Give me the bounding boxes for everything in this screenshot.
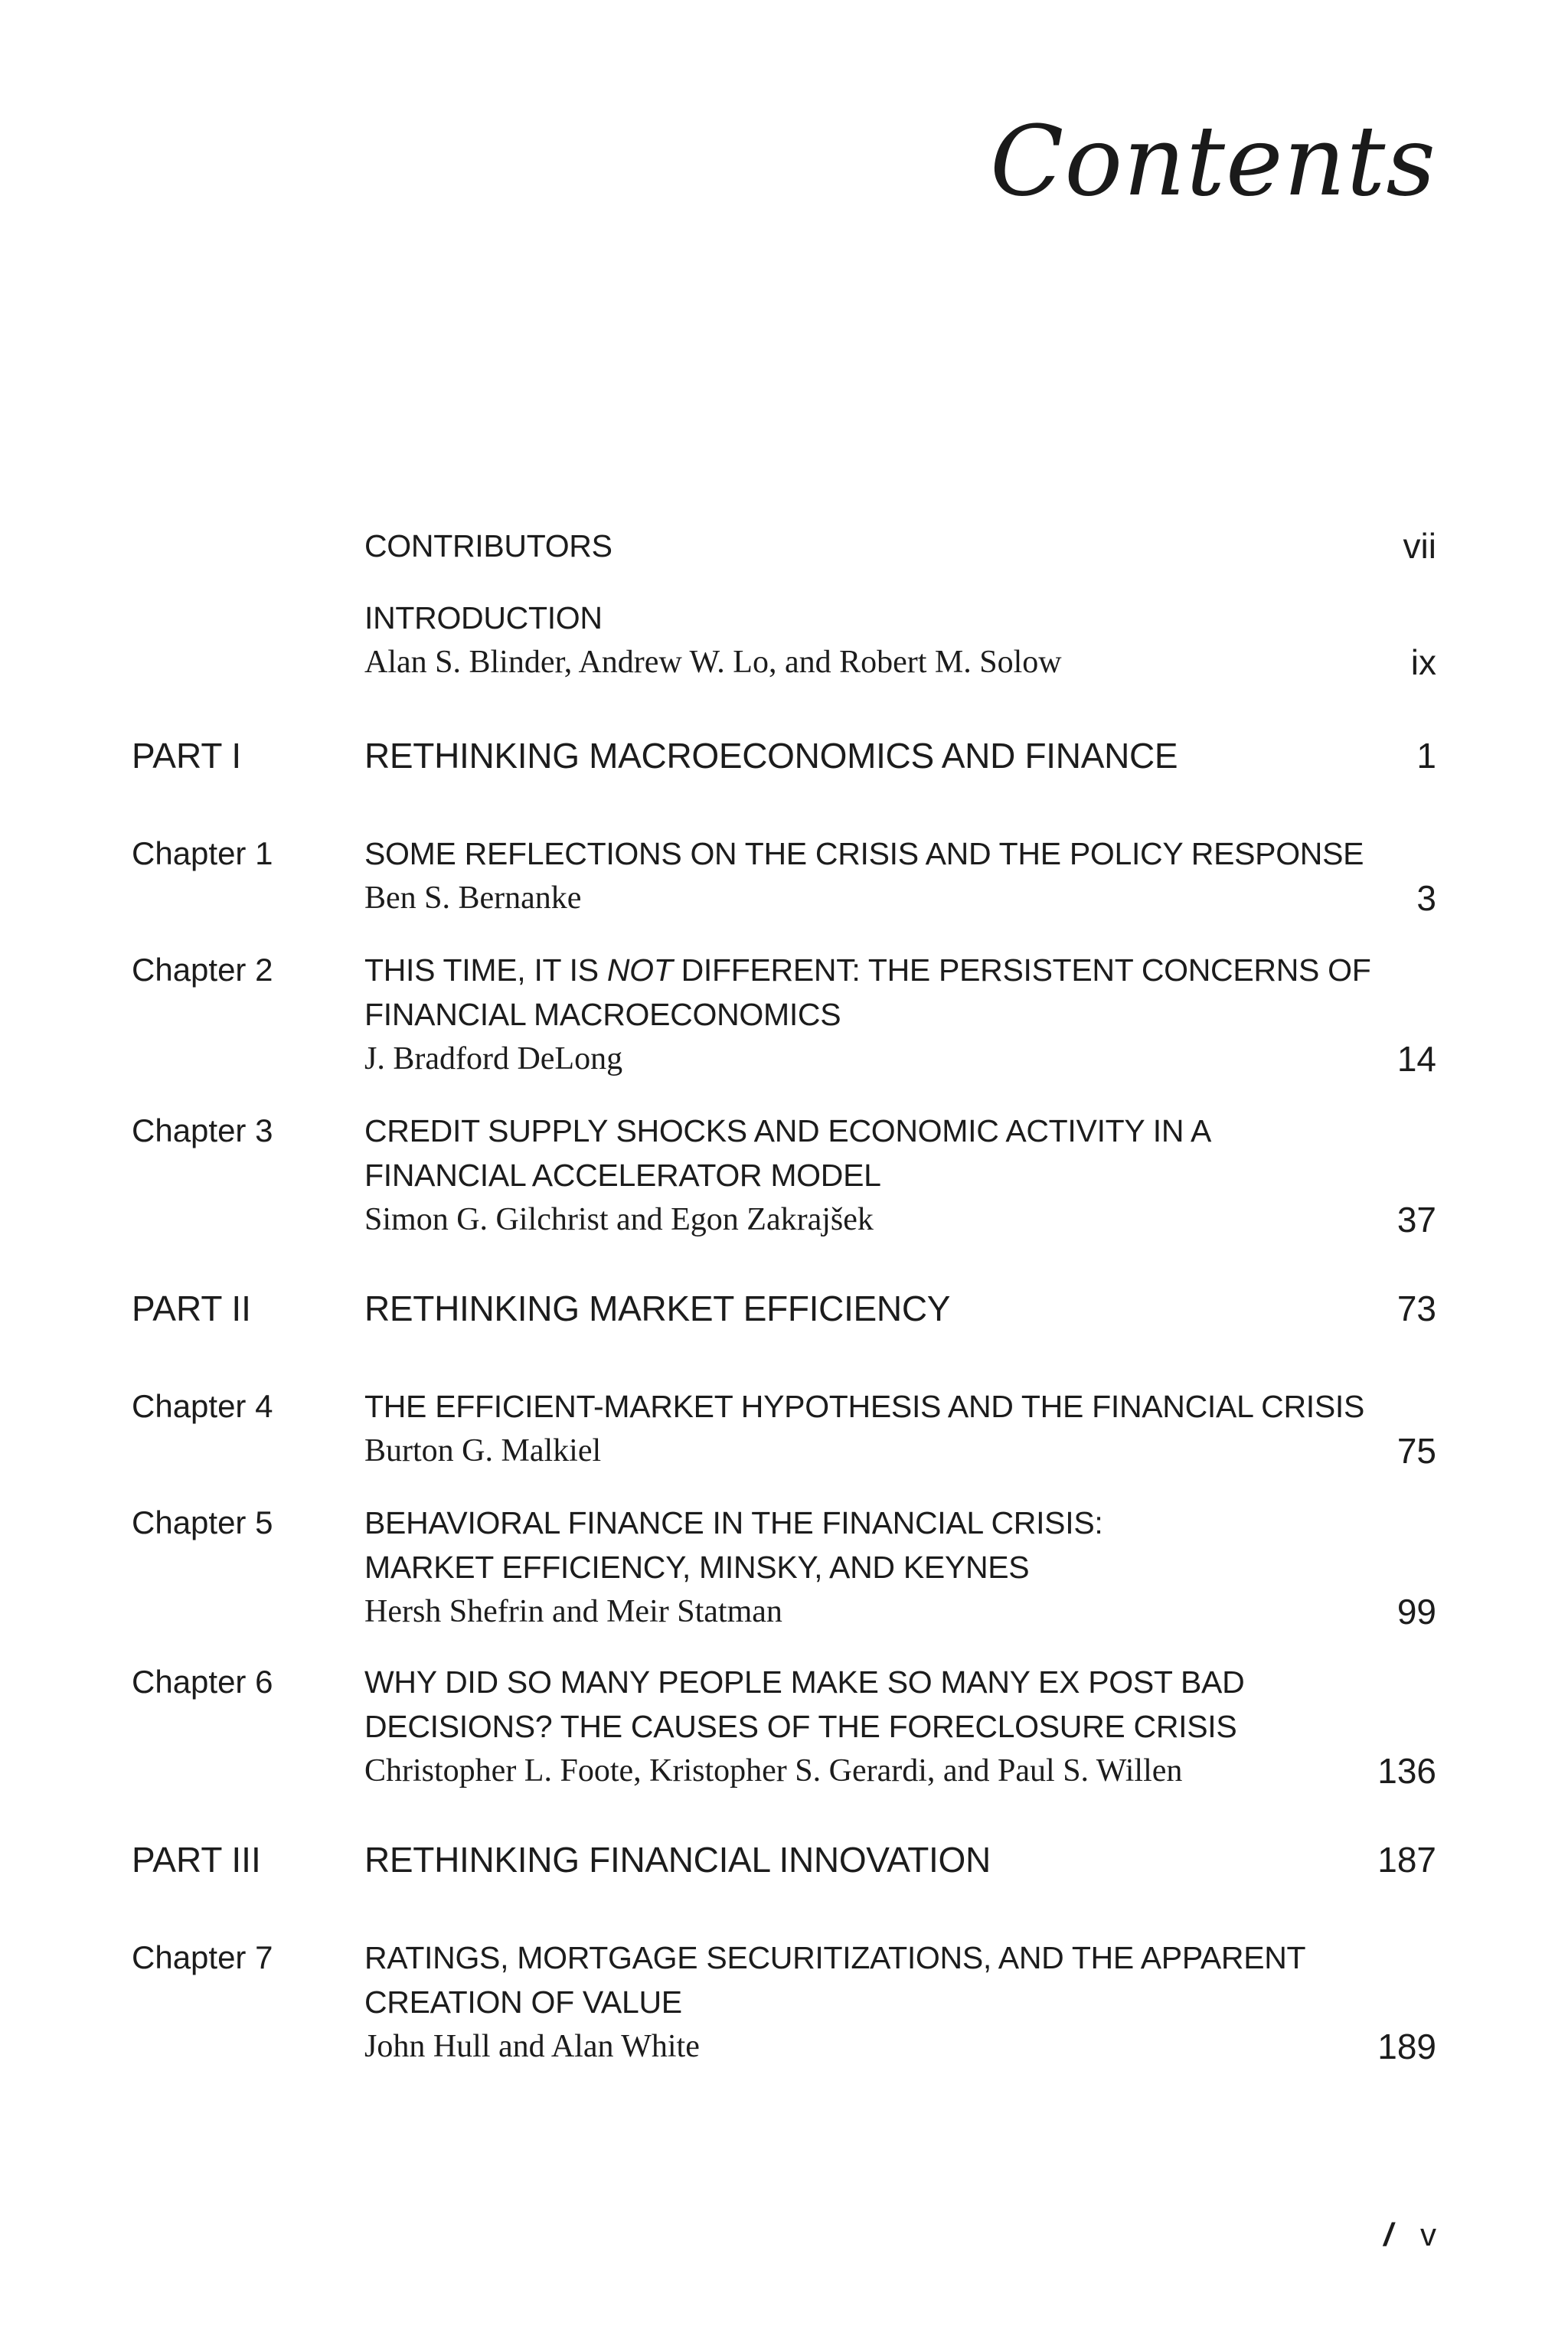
title-text: THIS TIME, IT IS	[364, 952, 607, 988]
chapter-title-line: SOME REFLECTIONS ON THE CRISIS AND THE POLICY RESPONSE	[364, 836, 1364, 871]
chapter-label: Chapter 6	[132, 1664, 273, 1700]
part-title: RETHINKING FINANCIAL INNOVATION	[364, 1840, 991, 1880]
entry-page-number: 37	[1396, 1200, 1436, 1240]
entry-page-number: vii	[1403, 526, 1436, 566]
entry-author: Alan S. Blinder, Andrew W. Lo, and Robert M. Solow	[364, 645, 1062, 680]
title-text: DIFFERENT: THE PERSISTENT CONCERNS OF	[672, 952, 1371, 988]
chapter-label: Chapter 7	[132, 1939, 273, 1975]
page-title: Contents	[989, 105, 1436, 217]
chapter-label: Chapter 5	[132, 1504, 273, 1540]
entry-page-number: 73	[1396, 1289, 1436, 1328]
entry-page-number: 99	[1396, 1592, 1436, 1632]
chapter-title	[364, 831, 1364, 876]
entry-page-number: 187	[1377, 1840, 1436, 1880]
entry-page-number: 3	[1416, 878, 1436, 918]
entry-page-number: 189	[1377, 2027, 1436, 2066]
entry-page-number: ix	[1410, 642, 1436, 682]
chapter-title	[364, 1501, 1102, 1589]
entry-heading: INTRODUCTION	[364, 600, 603, 635]
chapter-title-line: CREDIT SUPPLY SHOCKS AND ECONOMIC ACTIVITY IN A	[364, 1113, 1212, 1148]
chapter-title-line	[364, 948, 1371, 992]
entry-author: Christopher L. Foote, Kristopher S. Gerardi, and Paul S. Willen	[364, 1753, 1183, 1788]
chapter-label: Chapter 2	[132, 952, 273, 988]
part-title: RETHINKING MARKET EFFICIENCY	[364, 1289, 951, 1328]
chapter-label: Chapter 4	[132, 1388, 273, 1424]
entry-page-number: 1	[1416, 736, 1436, 776]
part-label: PART III	[132, 1840, 261, 1880]
chapter-title-line: FINANCIAL MACROECONOMICS	[364, 997, 841, 1032]
part-label: PART I	[132, 736, 242, 776]
chapter-title-line: WHY DID SO MANY PEOPLE MAKE SO MANY EX POST BAD	[364, 1664, 1245, 1700]
chapter-title-line: CREATION OF VALUE	[364, 1984, 682, 2020]
chapter-title-line: BEHAVIORAL FINANCE IN THE FINANCIAL CRISIS:	[364, 1505, 1103, 1540]
entry-page-number: 75	[1396, 1431, 1436, 1471]
chapter-title	[364, 1109, 1211, 1197]
entry-author: John Hull and Alan White	[364, 2029, 700, 2064]
folio-page-number: v	[1420, 2216, 1436, 2252]
entry-author: Simon G. Gilchrist and Egon Zakrajšek	[364, 1202, 874, 1237]
entry-author: J. Bradford DeLong	[364, 1041, 623, 1076]
chapter-title-line: THE EFFICIENT-MARKET HYPOTHESIS AND THE FINANCIAL CRISIS	[364, 1389, 1365, 1424]
chapter-title	[364, 948, 1371, 1037]
title-emphasis: NOT	[606, 952, 673, 988]
page-folio	[1383, 2213, 1436, 2257]
chapter-title-line: MARKET EFFICIENCY, MINSKY, AND KEYNES	[364, 1550, 1030, 1585]
chapter-title	[364, 1660, 1244, 1749]
chapter-title	[364, 1936, 1305, 2024]
chapter-label: Chapter 3	[132, 1112, 273, 1148]
entry-heading: CONTRIBUTORS	[364, 528, 612, 564]
part-title: RETHINKING MACROECONOMICS AND FINANCE	[364, 736, 1178, 776]
chapter-title-line: RATINGS, MORTGAGE SECURITIZATIONS, AND THE APPARENT	[364, 1940, 1306, 1975]
folio-slash: /	[1383, 2216, 1393, 2252]
entry-author: Hersh Shefrin and Meir Statman	[364, 1594, 782, 1629]
chapter-title-line: DECISIONS? THE CAUSES OF THE FORECLOSURE CRISIS	[364, 1709, 1237, 1744]
entry-page-number: 136	[1377, 1751, 1436, 1791]
chapter-label: Chapter 1	[132, 835, 273, 871]
entry-author: Burton G. Malkiel	[364, 1433, 602, 1468]
entry-page-number: 14	[1396, 1039, 1436, 1079]
part-label: PART II	[132, 1289, 251, 1328]
entry-author: Ben S. Bernanke	[364, 880, 582, 916]
chapter-title-line: FINANCIAL ACCELERATOR MODEL	[364, 1158, 881, 1193]
chapter-title	[364, 1384, 1364, 1429]
